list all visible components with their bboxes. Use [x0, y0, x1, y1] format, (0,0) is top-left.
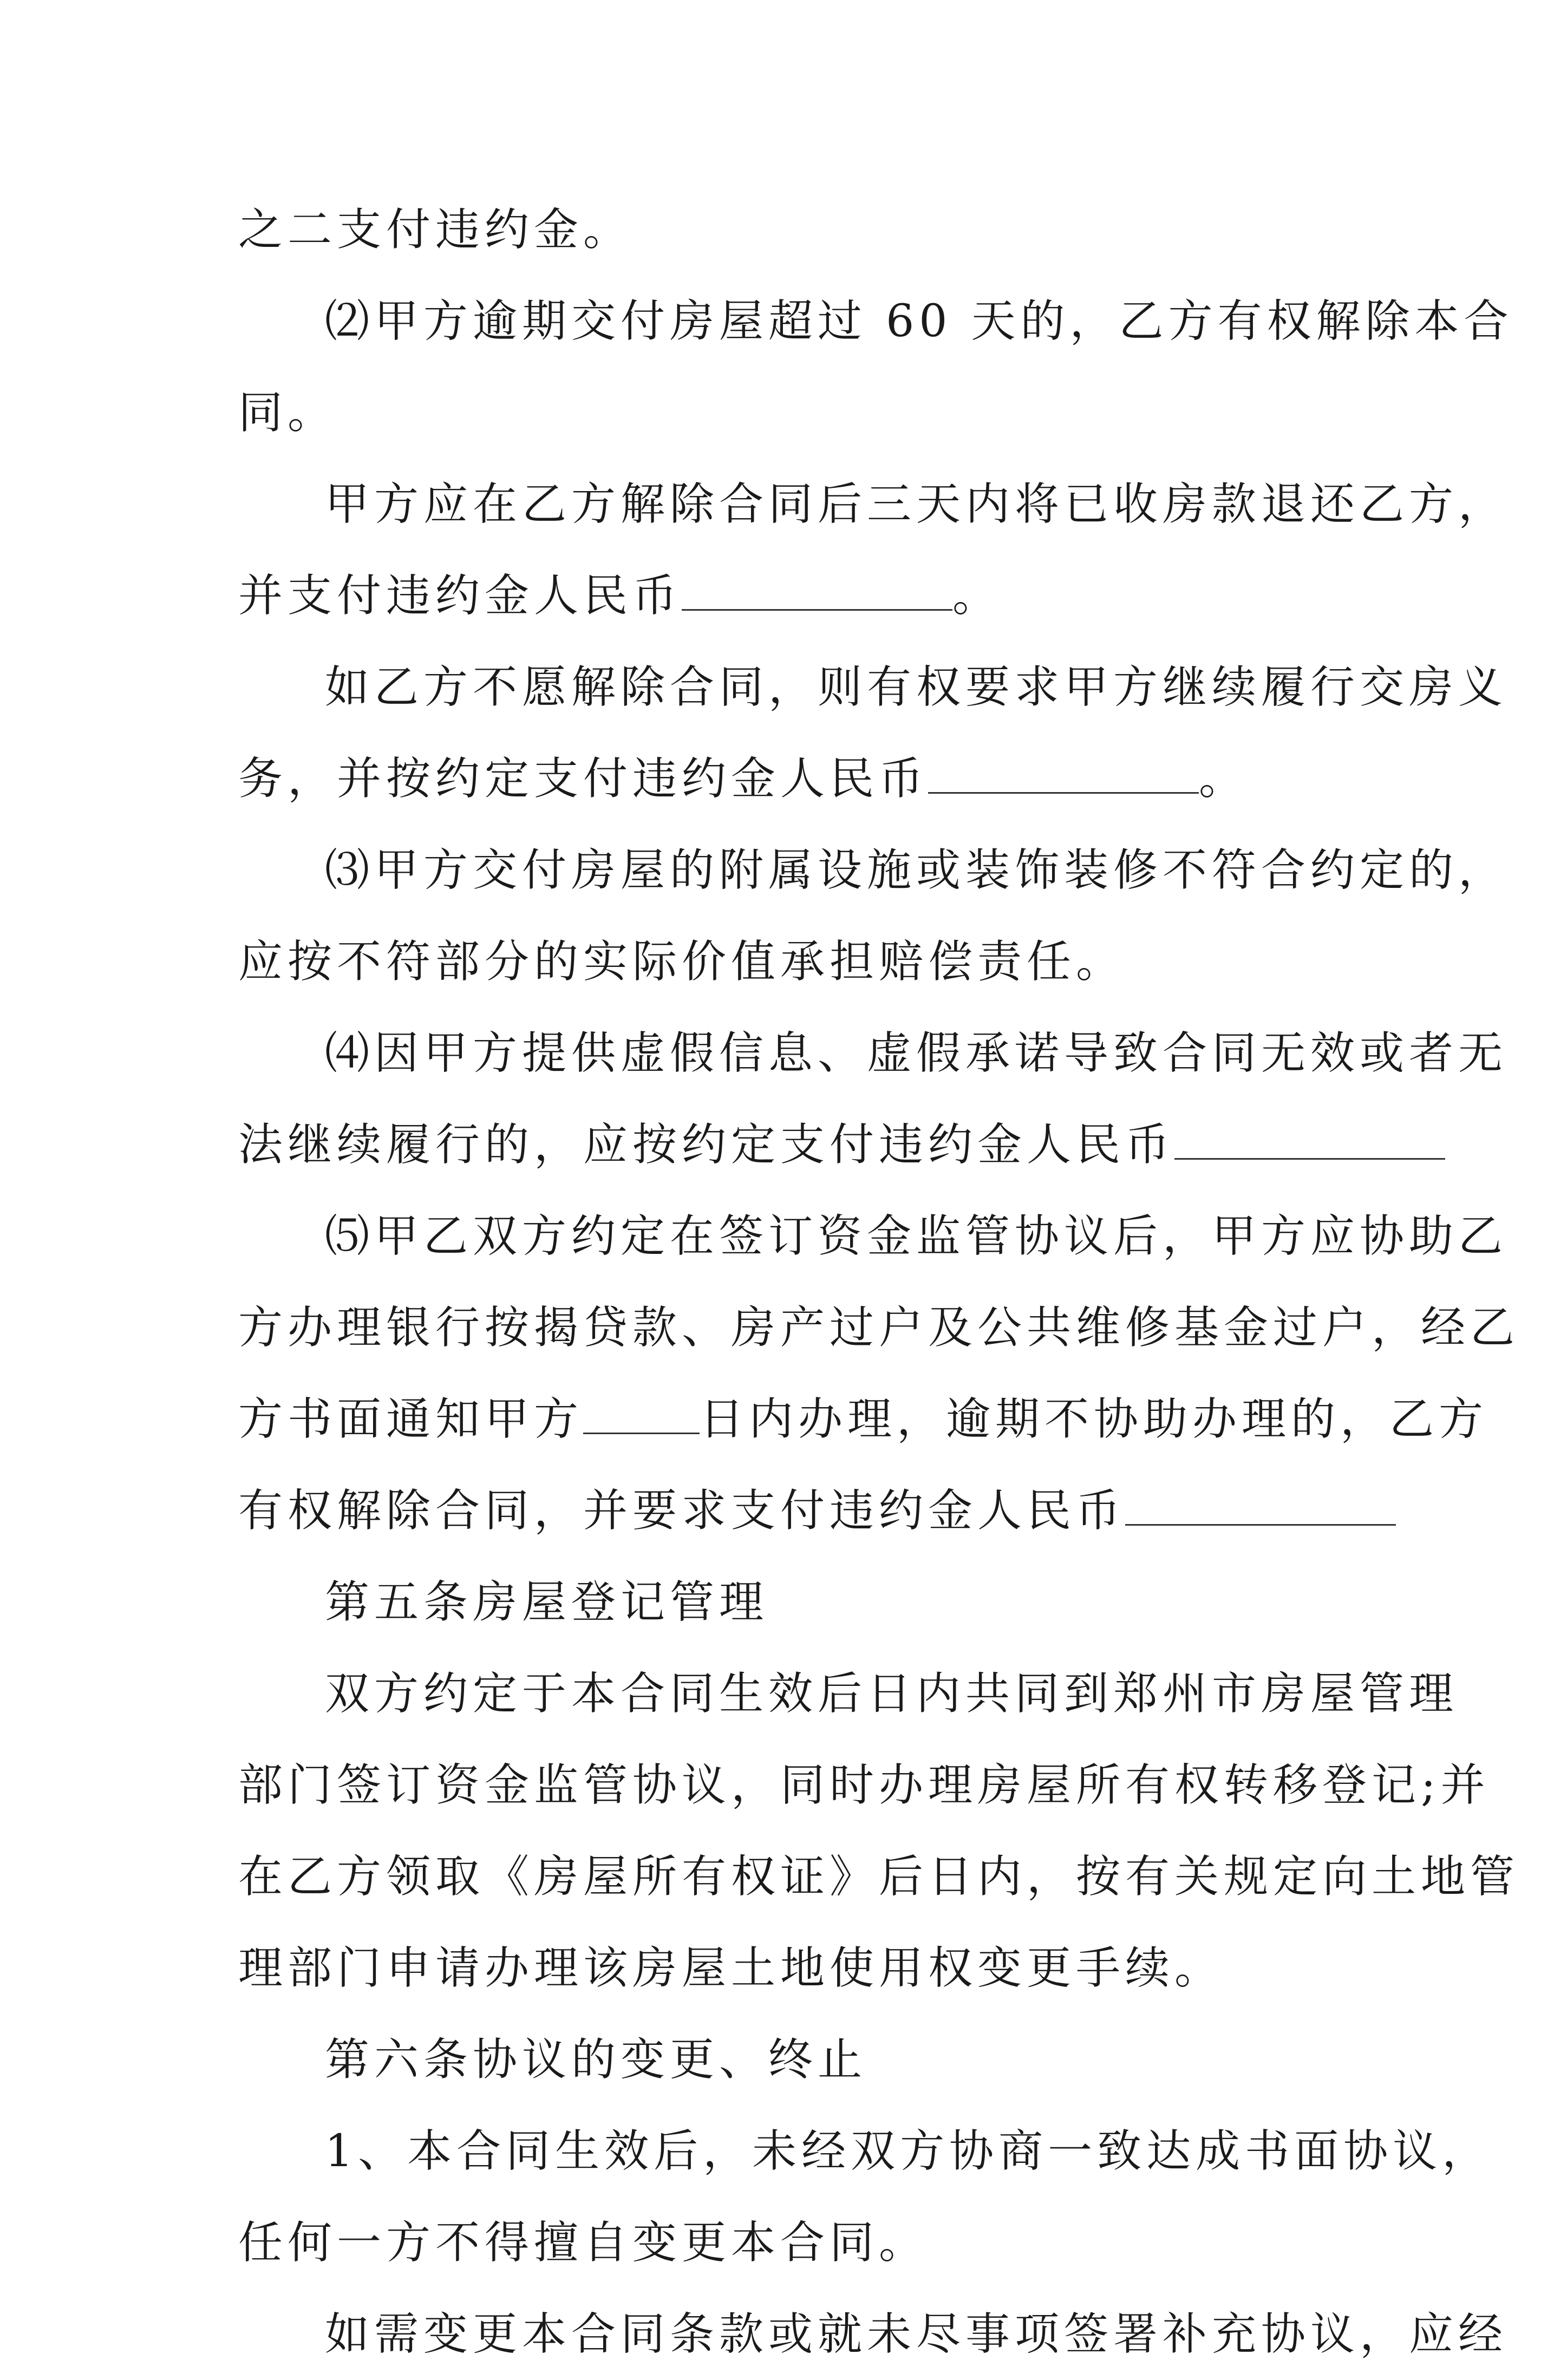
line-text: 第六条协议的变更、终止: [325, 2034, 867, 2085]
paragraph-line: [238, 1374, 1488, 1465]
line-text: 在乙方领取《房屋所有权证》后日内，按有关规定向土地管: [238, 1851, 1520, 1902]
paragraph-line: [238, 459, 1508, 550]
fill-in-blank: [928, 759, 1199, 794]
line-text: 如需变更本合同条款或就未尽事项签署补充协议，应经: [325, 2309, 1508, 2360]
paragraph-line: [238, 550, 1343, 642]
line-text: 理部门申请办理该房屋土地使用权变更手续。: [238, 1943, 1224, 1994]
line-text: 任何一方不得擅自变更本合同。: [238, 2217, 929, 2268]
line-text: 如乙方不愿解除合同，则有权要求甲方继续履行交房义: [325, 662, 1508, 713]
fill-in-blank: [1125, 1490, 1396, 1526]
line-text: 日内办理，逾期不协助办理的，乙方: [700, 1394, 1488, 1445]
line-text: ⑶甲方交付房屋的附属设施或装饰装修不符合约定的，: [325, 845, 1508, 896]
paragraph-line: [238, 1282, 1520, 1374]
line-text: ⑸甲乙双方约定在签订资金监管协议后，甲方应协助乙: [325, 1211, 1508, 1262]
paragraph-line: [238, 1008, 1508, 1099]
paragraph-line: [238, 367, 1343, 459]
paragraph-line: [238, 1648, 1459, 1740]
paragraph-line: [238, 276, 1513, 367]
line-text: 之二支付违约金。: [238, 204, 633, 256]
paragraph-line: [238, 184, 1343, 276]
line-text: 方办理银行按揭贷款、房产过户及公共维修基金过户，经乙: [238, 1302, 1520, 1354]
paragraph-line: [238, 733, 1343, 825]
line-text: 方书面通知甲方: [238, 1394, 584, 1445]
fill-in-blank: [1174, 1124, 1445, 1160]
line-text: 有权解除合同，并要求支付违约金人民币: [238, 1485, 1126, 1536]
document-body: [238, 184, 1520, 2380]
paragraph-line: [238, 2289, 1508, 2380]
paragraph-line: [238, 2106, 1492, 2197]
line-text: 部门签订资金监管协议，同时办理房屋所有权转移登记;并: [238, 1760, 1490, 1811]
paragraph-line: [238, 1740, 1490, 1831]
line-text: 甲方应在乙方解除合同后三天内将已收房款退还乙方，: [325, 479, 1508, 530]
paragraph-line: [238, 1099, 1343, 1191]
line-text: 。: [1199, 753, 1249, 805]
line-text: 1、本合同生效后，未经双方协商一致达成书面协议，: [325, 2126, 1492, 2177]
paragraph-line: [238, 2197, 1343, 2289]
line-text: 。: [952, 570, 1002, 622]
fill-in-blank: [682, 576, 952, 611]
line-text: 应按不符部分的实际价值承担赔偿责任。: [238, 936, 1126, 988]
paragraph-line: [238, 1557, 1343, 1648]
paragraph-line: [238, 1831, 1520, 1923]
line-text: 双方约定于本合同生效后日内共同到郑州市房屋管理: [325, 1668, 1459, 1719]
line-text: ⑷因甲方提供虚假信息、虚假承诺导致合同无效或者无: [325, 1028, 1508, 1079]
line-text: ⑵甲方逾期交付房屋超过 60 天的，乙方有权解除本合: [325, 296, 1513, 347]
paragraph-line: [238, 825, 1508, 916]
line-text: 同。: [238, 387, 337, 439]
line-text: 第五条房屋登记管理: [325, 1577, 769, 1628]
line-text: 务，并按约定支付违约金人民币: [238, 753, 929, 805]
paragraph-line: [238, 916, 1343, 1008]
line-text: 并支付违约金人民币: [238, 570, 682, 622]
line-text: 法继续履行的，应按约定支付违约金人民币: [238, 1119, 1175, 1171]
paragraph-line: [238, 2014, 1343, 2106]
paragraph-line: [238, 1191, 1508, 1282]
paragraph-line: [238, 1923, 1343, 2014]
paragraph-line: [238, 1465, 1343, 1557]
fill-in-blank: [583, 1399, 700, 1434]
paragraph-line: [238, 642, 1508, 733]
